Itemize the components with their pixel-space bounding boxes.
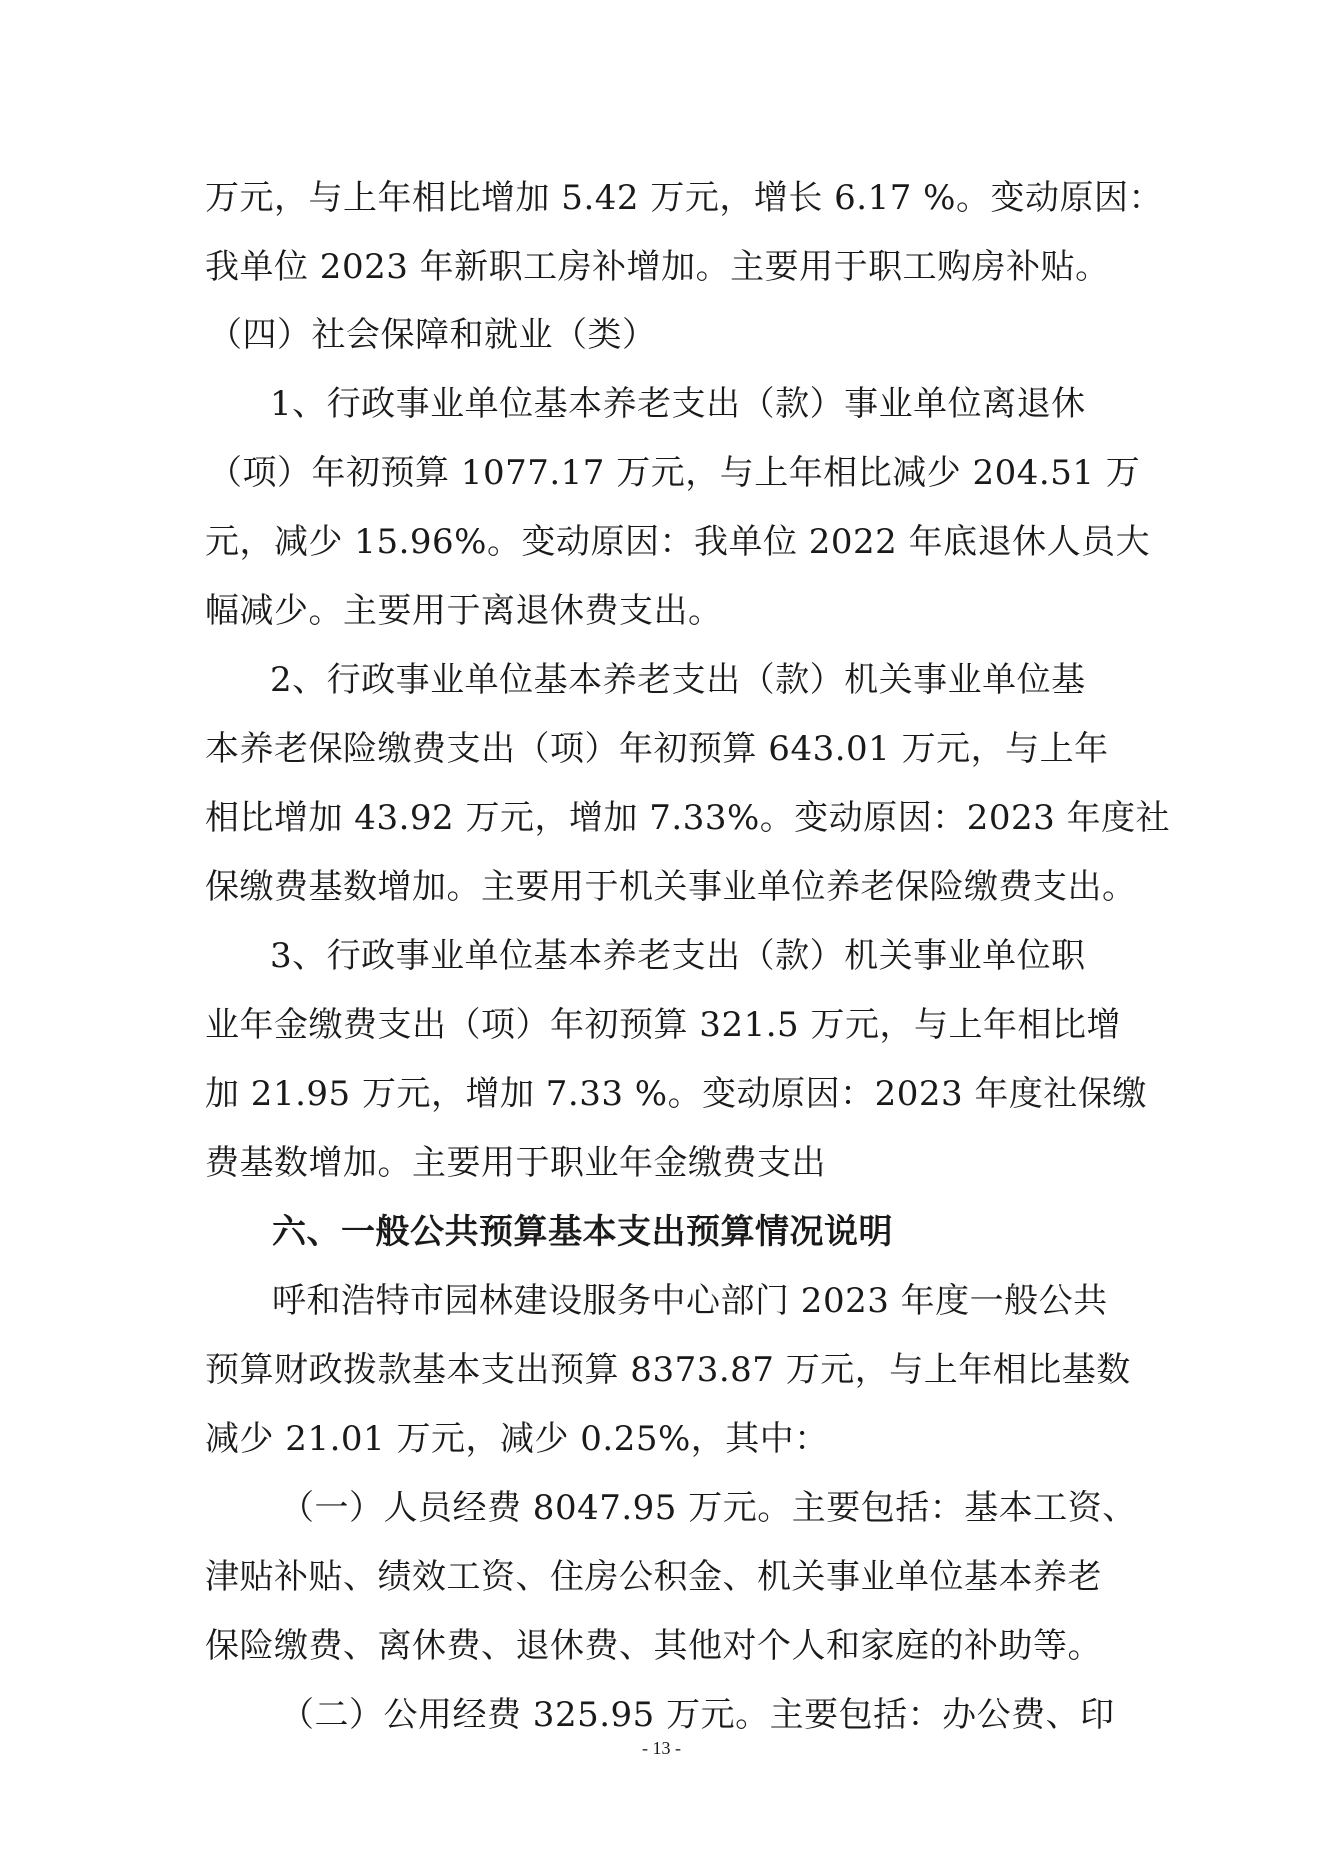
text-line: 3、行政事业单位基本养老支出（款）机关事业单位职 xyxy=(270,936,1086,976)
text-line: （项）年初预算 1077.17 万元，与上年相比减少 204.51 万 xyxy=(208,453,1141,493)
text-line: 保缴费基数增加。主要用于机关事业单位养老保险缴费支出。 xyxy=(205,867,1137,907)
text-line: 加 21.95 万元，增加 7.33 %。变动原因：2023 年度社保缴 xyxy=(205,1074,1147,1114)
text-line: 业年金缴费支出（项）年初预算 321.5 万元，与上年相比增 xyxy=(205,1005,1121,1045)
text-line: 幅减少。主要用于离退休费支出。 xyxy=(205,591,723,631)
text-line: 1、行政事业单位基本养老支出（款）事业单位离退休 xyxy=(270,384,1086,424)
section-heading: （四）社会保障和就业（类） xyxy=(208,315,657,355)
page-number: - 13 - xyxy=(642,1738,681,1758)
text-line: （一）人员经费 8047.95 万元。主要包括：基本工资、 xyxy=(280,1488,1137,1528)
text-line: 保险缴费、离休费、退休费、其他对个人和家庭的补助等。 xyxy=(205,1626,1102,1666)
text-line: 预算财政拨款基本支出预算 8373.87 万元，与上年相比基数 xyxy=(205,1350,1131,1390)
text-line: 万元，与上年相比增加 5.42 万元，增长 6.17 %。变动原因： xyxy=(205,178,1163,218)
text-line: 本养老保险缴费支出（项）年初预算 643.01 万元，与上年 xyxy=(205,729,1109,769)
text-line: 呼和浩特市园林建设服务中心部门 2023 年度一般公共 xyxy=(272,1281,1108,1321)
text-line: 2、行政事业单位基本养老支出（款）机关事业单位基 xyxy=(270,660,1086,700)
text-line: 相比增加 43.92 万元，增加 7.33%。变动原因：2023 年度社 xyxy=(205,798,1171,838)
text-line: 元，减少 15.96%。变动原因：我单位 2022 年底退休人员大 xyxy=(205,522,1151,562)
text-line: （二）公用经费 325.95 万元。主要包括：办公费、印 xyxy=(280,1695,1115,1735)
text-line: 减少 21.01 万元，减少 0.25%，其中： xyxy=(205,1419,829,1459)
text-line: 津贴补贴、绩效工资、住房公积金、机关事业单位基本养老 xyxy=(205,1557,1102,1597)
text-line: 费基数增加。主要用于职业年金缴费支出 xyxy=(205,1143,826,1183)
text-line: 我单位 2023 年新职工房补增加。主要用于职工购房补贴。 xyxy=(205,247,1110,287)
section-heading: 六、一般公共预算基本支出预算情况说明 xyxy=(272,1212,893,1252)
